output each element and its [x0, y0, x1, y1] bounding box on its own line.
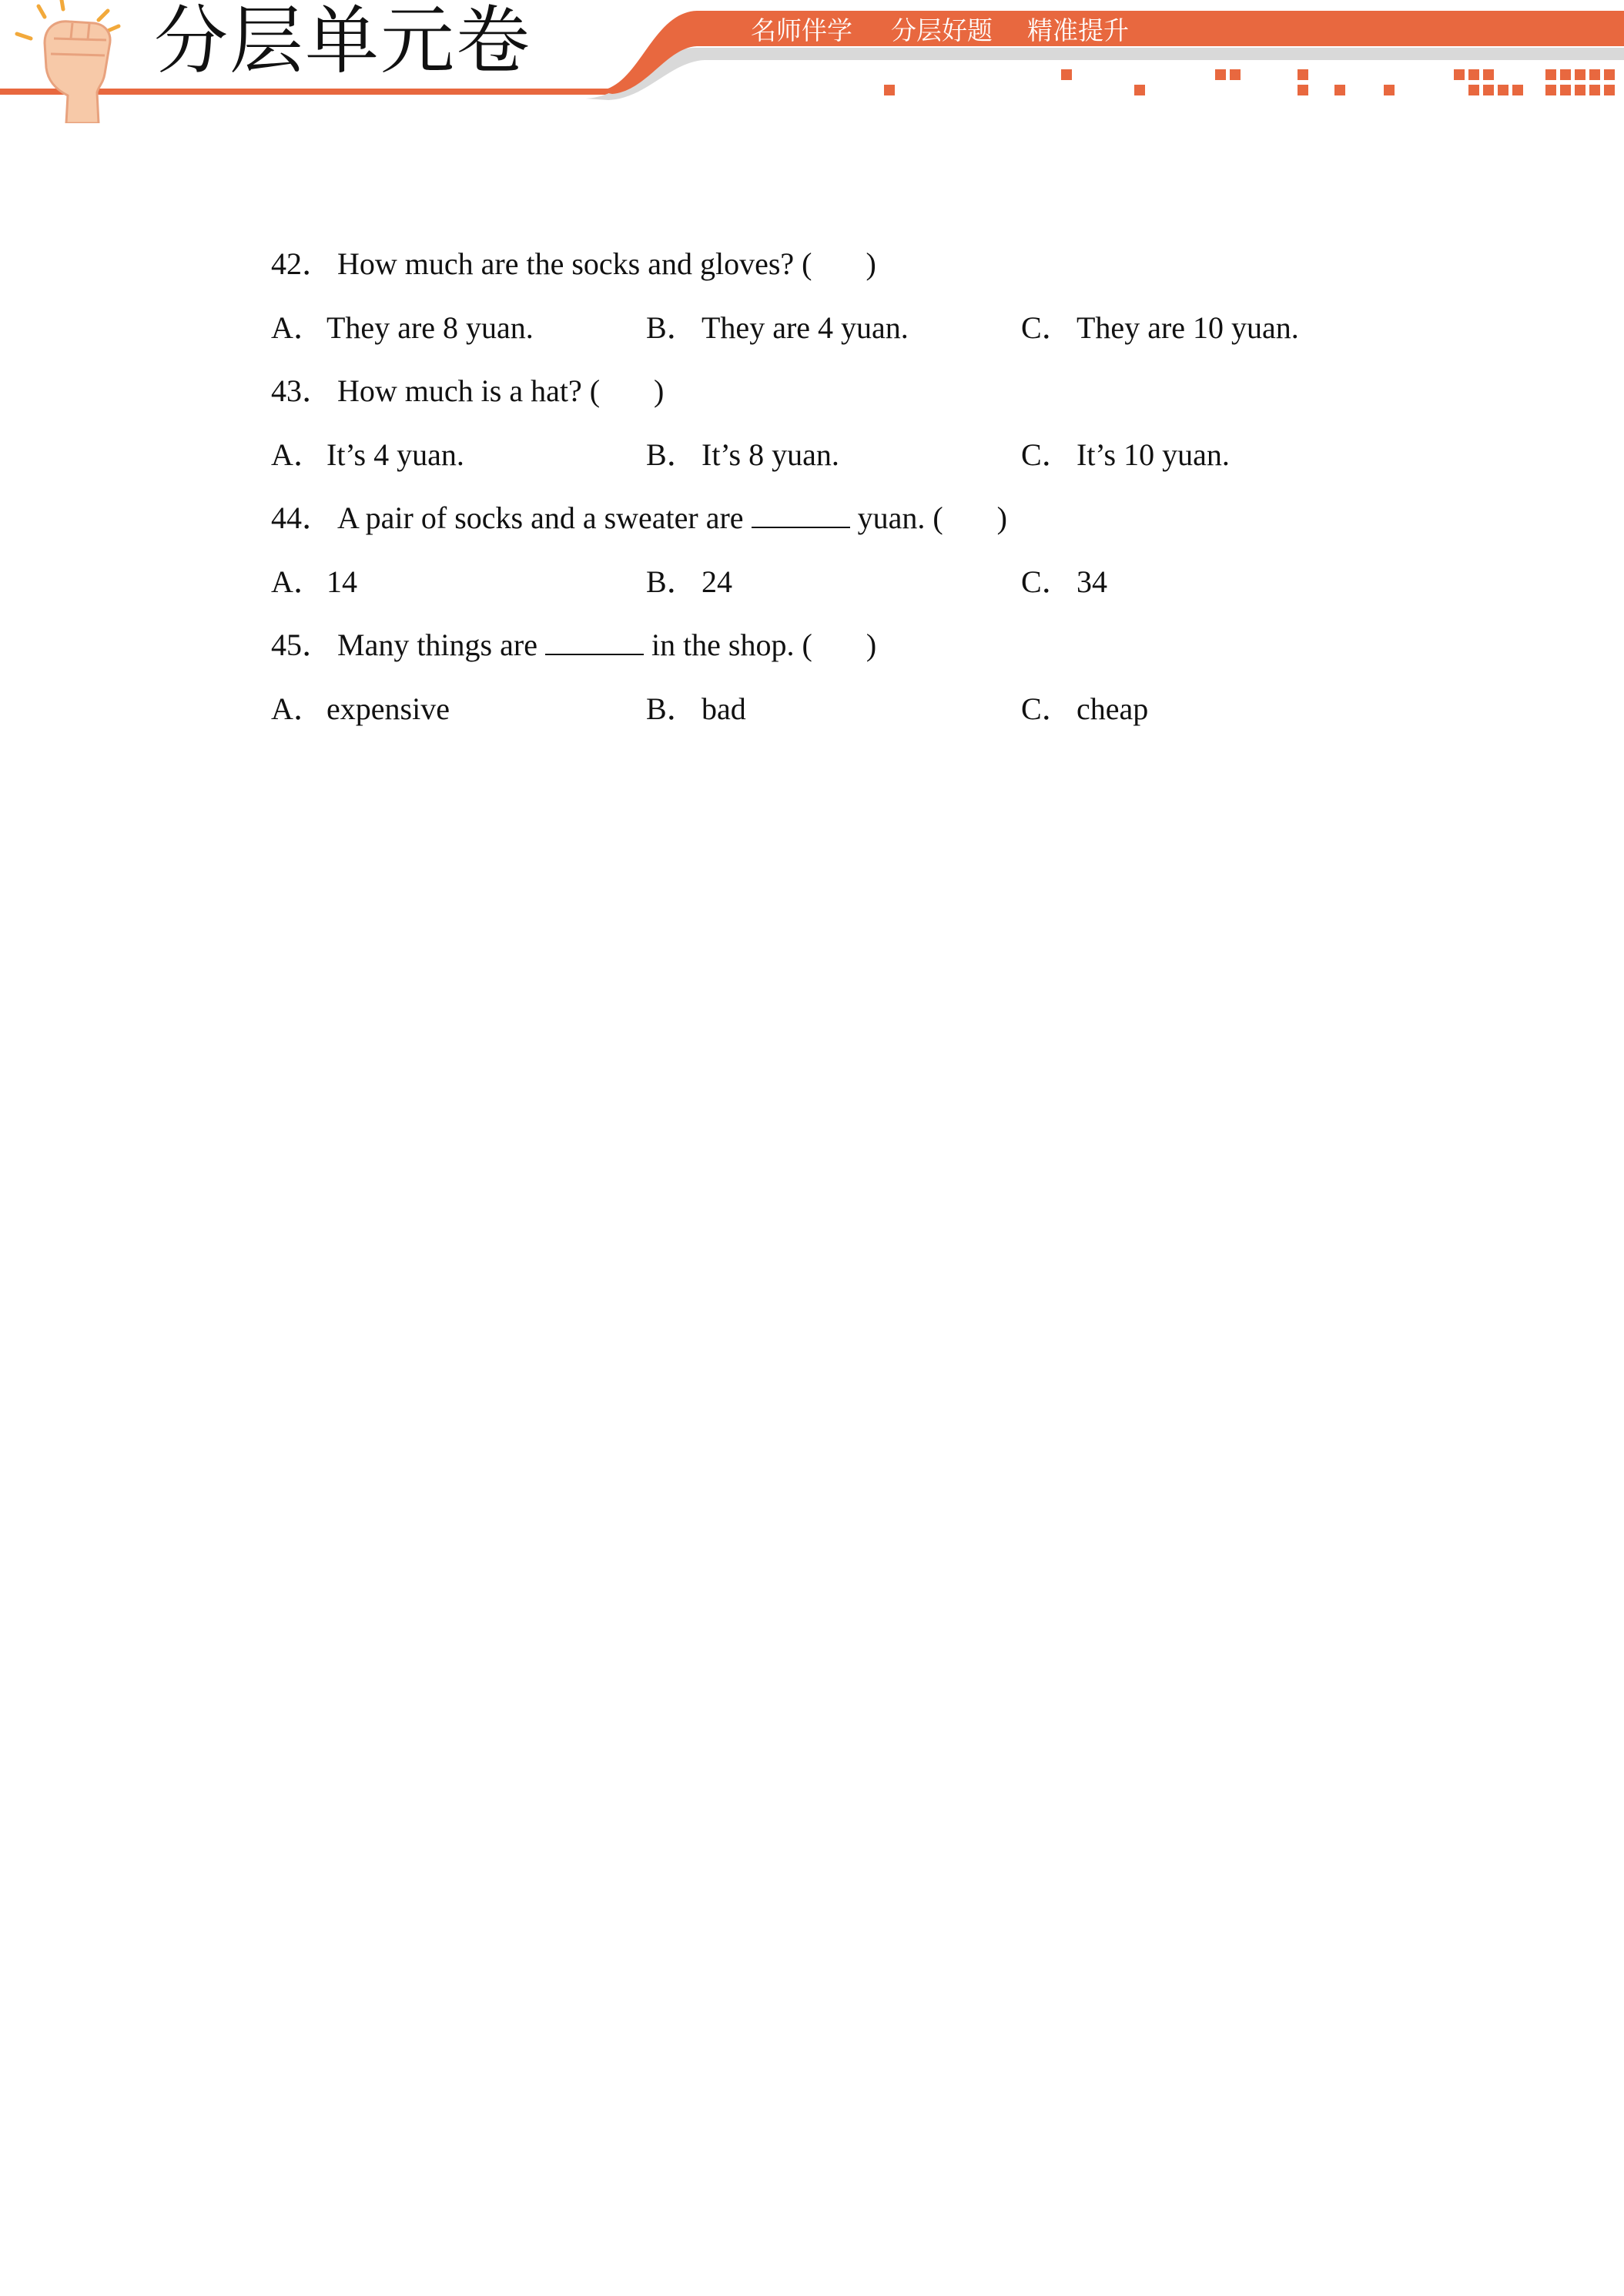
close-paren: ) [654, 373, 665, 408]
question-number: 45． [271, 628, 333, 662]
answer-blank[interactable] [752, 500, 850, 528]
header-swoosh [585, 48, 1624, 100]
close-paren: ) [866, 628, 877, 662]
page-header [0, 0, 1624, 123]
close-paren: ) [866, 246, 876, 281]
options-44: A． 14 B． 24 C． 34 [271, 564, 1107, 599]
question-number: 44． [271, 500, 333, 535]
question-number: 42． [271, 246, 333, 281]
options-43: A． It’s 4 yuan. B． It’s 8 yuan. C． It’s 10 yuan. [271, 437, 1230, 472]
question-text: How much is a hat? ( ) [337, 373, 665, 408]
slogan-layered: 分层好题 [891, 15, 993, 45]
answer-blank[interactable] [545, 628, 644, 655]
question-number: 43． [271, 373, 333, 408]
question-text: How much are the socks and gloves? ( ) [337, 246, 876, 281]
slogan-teacher: 名师伴学 [751, 15, 852, 45]
slogan-improve: 精准提升 [1027, 15, 1129, 45]
options-42: A． They are 8 yuan. B． They are 4 yuan. C． They are 10 yuan. [271, 310, 1299, 345]
options-45: A． expensive B． bad C． cheap [271, 691, 1149, 726]
fist-icon [0, 0, 154, 123]
brand-title: 分层单元卷 [154, 0, 531, 84]
decorative-squares [884, 69, 1615, 95]
close-paren: ) [996, 500, 1007, 535]
question-text: A pair of socks and a sweater are yuan. ( ) [337, 500, 1007, 535]
question-text: Many things are in the shop. ( ) [337, 628, 877, 662]
